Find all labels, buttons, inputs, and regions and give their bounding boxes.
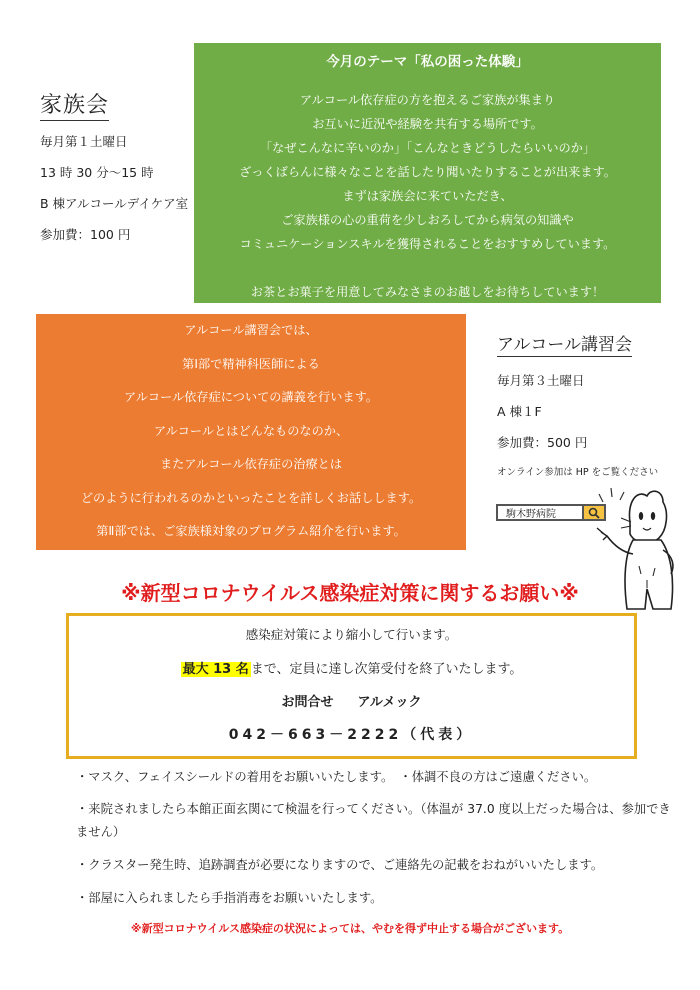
- cancellation-footnote: ※新型コロナウイルス感染症の状況によっては、やむを得ず中止する場合がございます。: [130, 922, 570, 935]
- lecture-line: 第Ⅱ部では、ご家族様対象のプログラム紹介を行います。: [96, 524, 406, 538]
- notice-reduced-scale: 感染症対策により縮小して行います。: [245, 627, 458, 642]
- online-note: オンライン参加は HP をご覧ください: [497, 467, 659, 478]
- notice-box: [66, 613, 637, 759]
- search-text: 駒木野病院: [506, 509, 556, 520]
- bullet-sanitize: ・部屋に入られましたら手指消毒をお願いいたします。: [76, 891, 383, 905]
- theme-line: お茶とお菓子を用意してみなさまのお越しをお待ちしています！: [250, 285, 605, 299]
- theme-line: お互いに近況や経験を共有する場所です。: [312, 117, 543, 131]
- lecture-location: A 棟１F: [497, 404, 542, 419]
- family-time: 13 時 30 分～15 時: [40, 165, 154, 180]
- theme-line: ご家族様の心の重荷を少しおろしてから病気の知識や: [281, 213, 574, 227]
- capacity-text: まで、定員に達し次第受付を終了いたします。: [250, 662, 523, 677]
- contact-name: アルメック: [357, 695, 422, 710]
- family-schedule: 毎月第１土曜日: [40, 134, 128, 149]
- theme-line: まずは家族会に来ていただき、: [342, 189, 513, 203]
- phone-number: 042－663－2222（代表）: [228, 727, 475, 743]
- lecture-fee: 参加費：500 円: [497, 435, 588, 450]
- covid-request-headline: ※新型コロナウイルス感染症対策に関するお願い※: [121, 581, 579, 605]
- lecture-line: またアルコール依存症の治療とは: [159, 457, 343, 471]
- theme-line: [194, 256, 661, 280]
- lecture-title: アルコール講習会: [497, 330, 632, 357]
- theme-line: コミュニケーションスキルを獲得されることをおすすめしています。: [239, 237, 616, 251]
- lecture-line: アルコール講習会では、: [184, 323, 318, 337]
- theme-line: 「なぜこんなに辛いのか」「こんなときどうしたらいいのか」: [259, 141, 596, 155]
- contact-line: [69, 691, 634, 710]
- lecture-line: どのように行われるのかといったことを詳しくお話しします。: [80, 490, 422, 505]
- theme-line: アルコール依存症の方を抱えるご家族が集まり: [299, 93, 556, 107]
- family-location: B 棟アルコールデイケア室: [40, 196, 189, 211]
- bullet-temperature: ・来院されましたら本館正面玄関にて検温を行ってください。（体温が 37.0 度以上だった場合は、参加できません）: [76, 802, 671, 839]
- family-fee: 参加費：100 円: [40, 227, 131, 242]
- family-theme-box: [194, 43, 661, 303]
- bullet-contact-info: ・クラスター発生時、追跡調査が必要になりますので、ご連絡先の記載をおねがいいたします。: [76, 858, 604, 872]
- bullet-mask: ・マスク、フェイスシールドの着用をお願いいたします。 ・体調不良の方はご遠慮ください。: [76, 770, 597, 784]
- family-meeting-title: 家族会: [40, 88, 109, 121]
- notice-capacity: [69, 658, 634, 677]
- lecture-line: アルコール依存症についての講義を行います。: [124, 390, 378, 404]
- theme-line: ざっくばらんに様々なことを話したり聞いたりすることが出来ます。: [239, 165, 616, 179]
- capacity-highlight: 最大 13 名: [182, 662, 249, 677]
- theme-description: [194, 88, 661, 304]
- lecture-description-box: [36, 314, 466, 550]
- lecture-line: アルコールとはどんなものなのか、: [153, 423, 349, 438]
- contact-label: お問合せ: [281, 695, 334, 710]
- lecture-schedule: 毎月第３土曜日: [497, 373, 585, 388]
- lecture-line: 第Ⅰ部で精神科医師による: [182, 356, 320, 371]
- theme-title: 今月のテーマ「私の困った体験」: [326, 54, 529, 70]
